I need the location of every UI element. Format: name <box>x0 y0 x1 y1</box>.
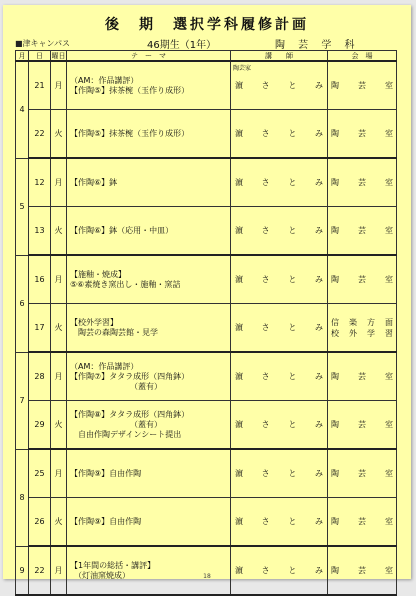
weekday-cell: 月 <box>51 158 67 207</box>
theme-cell <box>67 304 231 353</box>
header-lecturer: 講 師 <box>231 51 328 62</box>
theme-line: （蓋有） <box>70 419 162 429</box>
venue-cell <box>328 207 397 256</box>
venue-cell <box>328 449 397 498</box>
venue-line: 陶 芸 室 <box>331 226 393 235</box>
weekday-cell: 月 <box>51 546 67 595</box>
venue-cell <box>328 304 397 353</box>
page-number: 18 <box>203 573 211 580</box>
theme-cell <box>67 498 231 547</box>
theme-line: （AM：作品講評） <box>70 361 139 371</box>
month-cell: 5 <box>16 158 29 255</box>
lecturer-name: 濵 さ と み <box>235 372 323 381</box>
weekday-cell: 月 <box>51 352 67 401</box>
month-cell: 6 <box>16 255 29 352</box>
lecturer-cell <box>231 110 328 159</box>
department-label: 陶 芸 学 科 <box>275 40 360 51</box>
weekday-cell: 月 <box>51 255 67 304</box>
venue-line: 陶 芸 室 <box>331 372 393 381</box>
theme-cell <box>67 110 231 159</box>
lecturer-cell <box>231 546 328 595</box>
table-row <box>16 401 397 450</box>
date-cell: 13 <box>29 207 51 256</box>
theme-cell <box>67 158 231 207</box>
header-month: 月 <box>16 51 29 62</box>
table-row <box>16 158 397 207</box>
lecturer-name: 濵 さ と み <box>235 469 323 478</box>
date-cell: 16 <box>29 255 51 304</box>
table-row <box>16 61 397 110</box>
table-row <box>16 352 397 401</box>
header-theme: テ ー マ <box>67 51 231 62</box>
weekday-cell: 火 <box>51 207 67 256</box>
theme-line: 【作陶⑦】タタラ成形（四角鉢） <box>70 371 190 381</box>
lecturer-name: 濵 さ と み <box>235 566 323 575</box>
header-venue: 会 場 <box>328 51 397 62</box>
venue-line: 陶 芸 室 <box>331 129 393 138</box>
schedule-table <box>15 50 397 596</box>
venue-cell <box>328 158 397 207</box>
venue-line: 陶 芸 室 <box>331 81 393 90</box>
header-date: 日 <box>29 51 51 62</box>
date-cell: 22 <box>29 110 51 159</box>
weekday-cell: 火 <box>51 110 67 159</box>
month-cell: 9 <box>16 546 29 595</box>
theme-line: 【作陶⑥】鉢 <box>70 177 118 187</box>
weekday-cell: 火 <box>51 304 67 353</box>
venue-cell <box>328 110 397 159</box>
header-dow: 曜日 <box>51 51 66 60</box>
date-cell: 26 <box>29 498 51 547</box>
theme-line: 【作陶⑥】鉢（応用・中皿） <box>70 225 174 235</box>
month-cell: 4 <box>16 61 29 158</box>
weekday-cell: 火 <box>51 401 67 450</box>
header-row <box>16 51 397 62</box>
table-row <box>16 304 397 353</box>
lecturer-note: 陶芸家 <box>233 65 252 72</box>
venue-line: 陶 芸 室 <box>331 275 393 284</box>
lecturer-cell <box>231 304 328 353</box>
venue-cell <box>328 255 397 304</box>
table-row <box>16 546 397 595</box>
date-cell: 17 <box>29 304 51 353</box>
venue-line: 陶 芸 室 <box>331 566 393 575</box>
lecturer-cell <box>231 352 328 401</box>
lecturer-name: 濵 さ と み <box>235 517 323 526</box>
theme-cell <box>67 401 231 450</box>
date-cell: 28 <box>29 352 51 401</box>
venue-cell <box>328 352 397 401</box>
lecturer-cell <box>231 158 328 207</box>
theme-line: 【作陶⑧】タタラ成形（四角鉢） <box>70 409 190 419</box>
theme-line: ⑤⑥素焼き窯出し・施釉・窯詰 <box>70 279 181 289</box>
theme-line: 陶芸の森陶芸館・見学 <box>70 327 158 337</box>
theme-cell <box>67 61 231 110</box>
theme-cell <box>67 207 231 256</box>
lecturer-name: 濵 さ と み <box>235 420 323 429</box>
venue-cell <box>328 498 397 547</box>
lecturer-cell <box>231 255 328 304</box>
theme-line: 【校外学習】 <box>70 317 118 327</box>
venue-line: 信 楽 方 面 <box>331 317 393 327</box>
table-row <box>16 449 397 498</box>
theme-line: （蓋有） <box>70 381 162 391</box>
lecturer-name: 濵 さ と み <box>235 226 323 235</box>
campus-label <box>15 38 70 49</box>
theme-cell <box>67 255 231 304</box>
date-cell: 25 <box>29 449 51 498</box>
lecturer-name: 濵 さ と み <box>235 81 323 90</box>
lecturer-cell <box>231 61 328 110</box>
theme-line: 【作陶⑤】抹茶椀（玉作り成形） <box>70 128 190 138</box>
table-row <box>16 207 397 256</box>
lecturer-cell <box>231 401 328 450</box>
theme-cell <box>67 546 231 595</box>
theme-line: 【施釉・焼成】 <box>70 269 126 279</box>
venue-cell <box>328 401 397 450</box>
date-cell: 22 <box>29 546 51 595</box>
venue-cell <box>328 546 397 595</box>
table-row <box>16 255 397 304</box>
date-cell: 12 <box>29 158 51 207</box>
table-row <box>16 498 397 547</box>
cohort-label: 46期生（1年） <box>147 40 217 51</box>
campus-text: ■津キャンパス <box>15 39 70 48</box>
date-cell: 29 <box>29 401 51 450</box>
table-row <box>16 110 397 159</box>
lecturer-name: 濵 さ と み <box>235 323 323 332</box>
weekday-cell: 月 <box>51 61 67 110</box>
theme-line: 【1年間の総括・講評】 <box>70 560 156 570</box>
month-cell: 8 <box>16 449 29 546</box>
weekday-cell: 月 <box>51 449 67 498</box>
theme-line: （灯油窯焼成） <box>70 570 130 580</box>
theme-line: （AM：作品講評） <box>70 75 139 85</box>
theme-line: 【作陶⑨】自由作陶 <box>70 468 142 478</box>
lecturer-cell <box>231 207 328 256</box>
lecturer-cell <box>231 449 328 498</box>
lecturer-cell <box>231 498 328 547</box>
document-page <box>3 5 411 579</box>
date-cell: 21 <box>29 61 51 110</box>
schedule-body <box>16 61 397 595</box>
venue-line: 陶 芸 室 <box>331 420 393 429</box>
venue-line: 陶 芸 室 <box>331 517 393 526</box>
theme-cell <box>67 352 231 401</box>
venue-line: 陶 芸 室 <box>331 178 393 187</box>
weekday-cell: 火 <box>51 498 67 547</box>
venue-cell <box>328 61 397 110</box>
month-cell: 7 <box>16 352 29 449</box>
venue-line: 陶 芸 室 <box>331 469 393 478</box>
theme-line: 【作陶⑨】自由作陶 <box>70 516 142 526</box>
venue-line: 校 外 学 習 <box>331 328 393 338</box>
lecturer-name: 濵 さ と み <box>235 178 323 187</box>
lecturer-name: 濵 さ と み <box>235 129 323 138</box>
theme-line: 【作陶⑤】抹茶椀（玉作り成形） <box>70 85 190 95</box>
theme-line: 自由作陶デザインシート提出 <box>70 429 182 439</box>
lecturer-name: 濵 さ と み <box>235 275 323 284</box>
theme-cell <box>67 449 231 498</box>
page-title: 後 期 選択学科履修計画 <box>105 17 309 33</box>
